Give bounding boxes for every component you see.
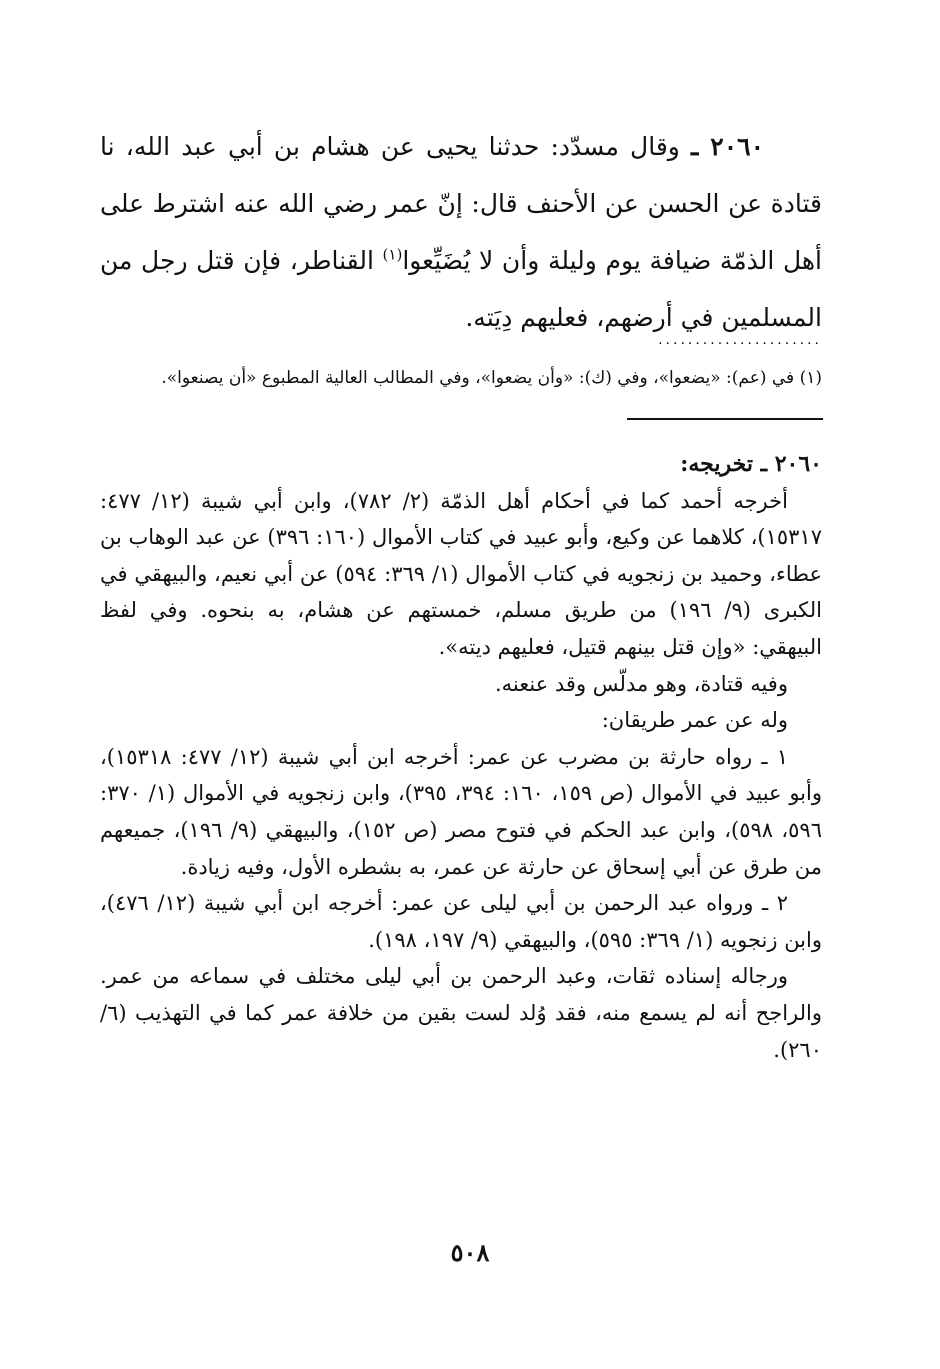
takhrij-heading: ٢٠٦٠ ـ تخريجه: [680, 451, 822, 477]
hadith-number: ٢٠٦٠ ـ [691, 132, 765, 161]
section-divider [627, 418, 823, 420]
takhrij-paragraph: ٢ ـ ورواه عبد الرحمن بن أبي ليلى عن عمر: أخرجه ابن أبي شيبة (١٢/ ٤٧٦)، وابن زنجويه (١/ ٣٦٩: ٥٩٥)، والبيهقي (٩/ ١٩٧، ١٩٨). [100, 891, 822, 952]
takhrij-section [100, 446, 822, 1068]
takhrij-paragraph: ورجاله إسناده ثقات، وعبد الرحمن بن أبي ليلى مختلف في سماعه من عمر. والراجح أنه لم يسمع منه، فقد وُلد لست بقين من خلافة عمر كما في التهذيب (٦/ ٢٦٠). [100, 964, 822, 1062]
footnote-separator-dots: ...................... [658, 332, 822, 348]
hadith-text-before-note: وقال مسدّد: حدثنا يحيى عن هشام بن أبي عبد الله، نا قتادة عن الحسن عن الأحنف قال: إنّ عمر رضي الله عنه اشترط على أهل الذمّة ضيافة يوم وليلة وأن لا يُضَيِّعوا [100, 132, 823, 275]
hadith-text-after-note: القناطر، فإن قتل رجل من المسلمين في أرضهم، فعليهم دِيَته. [100, 246, 822, 332]
page-number: ٥٠٨ [450, 1238, 490, 1267]
takhrij-paragraph: ١ ـ رواه حارثة بن مضرب عن عمر: أخرجه ابن أبي شيبة (١٢/ ٤٧٧: ١٥٣١٨)، وأبو عبيد في الأموال (ص ١٥٩، ١٦٠: ٣٩٤، ٣٩٥)، وابن زنجويه في الأموال (١/ ٣٧٠: ٥٩٦، ٥٩٨)، وابن عبد الحكم في فتوح مصر (ص ١٥٢)، والبيهقي (٩/ ١٩٦)، جميعهم من طرق عن أبي إسحاق عن حارثة عن عمر، به بشطره الأول، وفيه زيادة. [100, 744, 822, 879]
hadith-paragraph [100, 118, 822, 346]
footnote-text: (١) في (عم): «يضعوا»، وفي (ك): «وأن يضعوا»، وفي المطالب العالية المطبوع «أن يصنعوا». [161, 368, 822, 388]
footnote [100, 365, 822, 391]
takhrij-paragraph: أخرجه أحمد كما في أحكام أهل الذمّة (٢/ ٧٨٢)، وابن أبي شيبة (١٢/ ٤٧٧: ١٥٣١٧)، كلاهما عن وكيع، وأبو عبيد في كتاب الأموال (١٦٠: ٣٩٦) عن عبد الوهاب بن عطاء، وحميد بن زنجويه في كتاب الأموال (١/ ٣٦٩: ٥٩٤) عن أبي نعيم، والبيهقي في الكبرى (٩/ ١٩٦) من طريق مسلم، خمستهم عن هشام، به بنحوه. وفي لفظ البيهقي: «وإن قتل بينهم قتيل، فعليهم ديته». [100, 488, 822, 659]
hadith-text [100, 118, 822, 346]
takhrij-paragraph: وفيه قتادة، وهو مدلّس وقد عنعنه. [494, 671, 788, 696]
footnote-reference[interactable]: (١) [382, 245, 403, 264]
takhrij-paragraph: وله عن عمر طريقان: [601, 708, 788, 733]
